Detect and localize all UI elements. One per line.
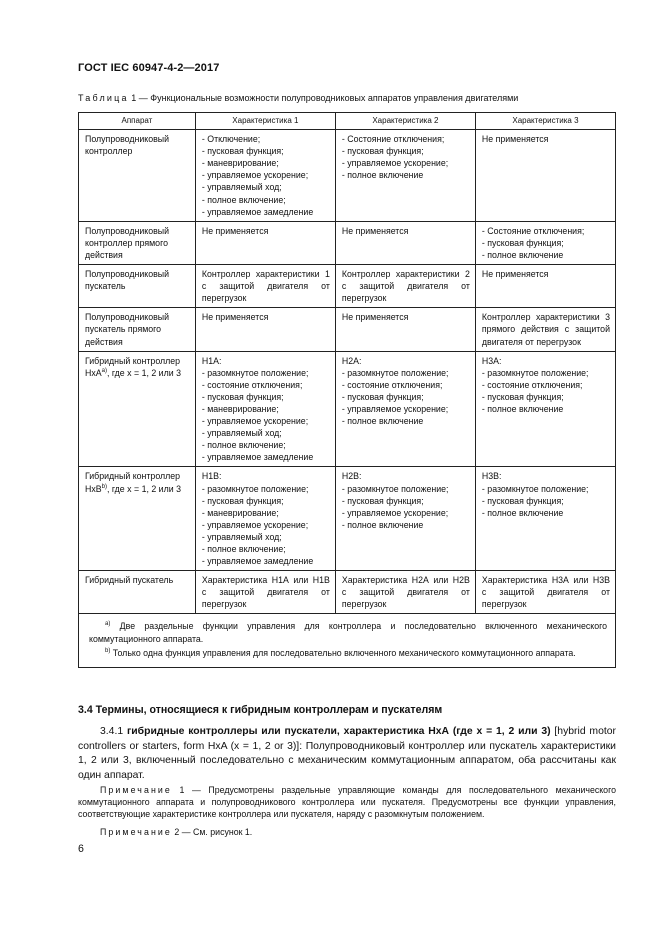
characteristic-3-cell (475, 221, 615, 264)
cell-line: Не применяется (201, 312, 269, 323)
note-1 (78, 784, 616, 821)
cell-line: Контроллер характеристики 3 прямого действия с защитой двигателя от перегрузок (481, 312, 610, 347)
apparatus-name: Полупроводниковый пускатель (85, 269, 170, 292)
apparatus-cell (79, 130, 196, 222)
cell-line: Н3В: (481, 471, 502, 482)
characteristic-1-cell (195, 265, 335, 308)
apparatus-name: , где х = 1, 2 или 3 (106, 367, 181, 378)
apparatus-cell (79, 308, 196, 351)
footnotes-row (79, 614, 616, 667)
characteristic-3-cell (475, 130, 615, 222)
cell-line: - полное включение (481, 249, 564, 260)
cell-line: - разомкнутое положение; (201, 367, 309, 378)
cell-line: Характеристика Н1А или Н1В с защитой двигателя от перегрузок (201, 575, 330, 610)
characteristic-1-cell (195, 351, 335, 467)
cell-line: - управляемое ускорение; (341, 403, 449, 414)
cell-line: - управляемое ускорение; (341, 507, 449, 518)
cell-line: - разомкнутое положение; (201, 483, 309, 494)
cell-line: Не применяется (341, 225, 409, 236)
cell-line: - управляемое ускорение; (201, 170, 309, 181)
cell-line: - Состояние отключения; (341, 134, 445, 145)
cell-line: Контроллер характеристики 2 с защитой двигателя от перегрузок (341, 269, 470, 304)
characteristic-2-cell (335, 265, 475, 308)
cell-line: - пусковая функция; (341, 391, 424, 402)
cell-line: - управляемое замедление (201, 452, 314, 463)
characteristic-2-cell (335, 467, 475, 571)
apparatus-cell (79, 571, 196, 614)
footnote-b (89, 647, 607, 659)
apparatus-name: Гибридный контроллер НхВ (85, 471, 181, 494)
cell-line: Характеристика Н3А или Н3В с защитой двигателя от перегрузок (481, 575, 610, 610)
footnote-ref: a) (101, 367, 107, 374)
characteristic-2-cell (335, 221, 475, 264)
note-1-number: 1 (179, 785, 185, 795)
cell-line: - пусковая функция; (481, 391, 564, 402)
page-number: 6 (78, 843, 84, 855)
cell-line: - полное включение (341, 170, 424, 181)
apparatus-cell (79, 221, 196, 264)
cell-line: - разомкнутое положение; (481, 483, 589, 494)
cell-line: - полное включение; (201, 544, 286, 554)
cell-line: - управляемое замедление (201, 556, 314, 567)
characteristic-1-cell (195, 571, 335, 614)
table-row (79, 265, 616, 308)
cell-line: Не применяется (201, 225, 269, 236)
table-row (79, 221, 616, 264)
footnote-a (89, 620, 607, 644)
term-paragraph (78, 725, 616, 783)
cell-line: - Состояние отключения; (481, 225, 585, 236)
cell-line: - разомкнутое положение; (341, 483, 449, 494)
cell-line: Н2А: (341, 355, 362, 366)
cell-line: Н2В: (341, 471, 362, 482)
cell-line: Контроллер характеристики 1 с защитой двигателя от перегрузок (201, 269, 330, 304)
note-2-number: 2 (174, 827, 180, 837)
cell-line: Н1А: (201, 355, 222, 366)
cell-line: Н1В: (201, 471, 222, 482)
table-row (79, 571, 616, 614)
cell-line: - управляемое замедление (201, 206, 314, 217)
cell-line: - управляемый ход; (201, 531, 282, 542)
header-char-2: Характеристика 2 (335, 113, 475, 130)
table-row (79, 308, 616, 351)
cell-line: - управляемое ускорение; (201, 519, 309, 530)
characteristic-2-cell (335, 351, 475, 467)
cell-line: - управляемый ход; (201, 182, 282, 193)
cell-line: - состояние отключения; (341, 379, 443, 390)
cell-line: Не применяется (481, 269, 549, 280)
characteristic-3-cell (475, 467, 615, 571)
characteristic-2-cell (335, 130, 475, 222)
apparatus-name: Полупроводниковый контроллер прямого действия (85, 225, 170, 260)
characteristic-1-cell (195, 221, 335, 264)
characteristic-1-cell (195, 467, 335, 571)
cell-line: - состояние отключения; (201, 379, 303, 390)
apparatus-cell (79, 351, 196, 467)
cell-line: - разомкнутое положение; (481, 367, 589, 378)
table-caption-title: — Функциональные возможности полупроводниковых аппаратов управления двигателями (138, 93, 519, 103)
footnote-b-mark: b) (105, 647, 111, 654)
header-apparatus: Аппарат (79, 113, 196, 130)
characteristic-3-cell (475, 571, 615, 614)
section-heading: 3.4 Термины, относящиеся к гибридным контроллерам и пускателям (78, 704, 443, 716)
cell-line: - пусковая функция; (201, 391, 284, 402)
cell-line: - пусковая функция; (481, 495, 564, 506)
footnote-a-mark: a) (105, 621, 111, 628)
header-char-1: Характеристика 1 (195, 113, 335, 130)
table-row (79, 351, 616, 467)
cell-line: - маневрирование; (201, 158, 279, 169)
characteristic-2-cell (335, 571, 475, 614)
apparatus-name: Полупроводниковый пускатель прямого действия (85, 312, 170, 347)
cell-line: - полное включение (341, 416, 424, 427)
term-title: гибридные контроллеры или пускатели, характеристика НхА (где х = 1, 2 или 3) (126, 726, 551, 737)
table-caption-label: Таблица (78, 93, 129, 103)
term-body: [hybrid motor controllers or starters, form HxA (x = 1, 2 or 3)]: Полупроводниковый контроллер или пускатель характеристики 1, 2 или 3, включенный последовательно с механическим коммутационным аппаратом, оба рассчитаны как один аппарат. (78, 726, 616, 781)
table-caption (78, 93, 518, 103)
characteristic-1-cell (195, 308, 335, 351)
cell-line: Характеристика Н2А или Н2В с защитой двигателя от перегрузок (341, 575, 470, 610)
cell-line: - полное включение (341, 519, 424, 530)
cell-line: Не применяется (481, 134, 549, 145)
characteristic-3-cell (475, 265, 615, 308)
functions-table (78, 112, 616, 668)
characteristic-1-cell (195, 130, 335, 222)
note-1-label: Примечание (100, 785, 172, 795)
table-row (79, 130, 616, 222)
document-header: ГОСТ IEC 60947-4-2—2017 (78, 62, 220, 74)
cell-line: - маневрирование; (201, 507, 279, 518)
cell-line: - полное включение (481, 507, 564, 518)
footnote-a-text: Две раздельные функции управления для контроллера и последовательно включенного механического коммутационного аппарата. (89, 621, 607, 644)
footnote-ref: b) (101, 483, 107, 490)
header-char-3: Характеристика 3 (475, 113, 615, 130)
table-header-row (79, 113, 616, 130)
cell-line: - управляемый ход; (201, 428, 282, 439)
cell-line: - разомкнутое положение; (341, 367, 449, 378)
note-2-label: Примечание (100, 827, 172, 837)
table-caption-number: 1 (131, 93, 137, 103)
cell-line: - состояние отключения; (481, 379, 583, 390)
characteristic-2-cell (335, 308, 475, 351)
table-row (79, 467, 616, 571)
cell-line: - Отключение; (201, 134, 261, 145)
apparatus-cell (79, 467, 196, 571)
cell-line: - управляемое ускорение; (201, 416, 309, 427)
apparatus-name: Гибридный пускатель (85, 575, 174, 586)
cell-line: Н3А: (481, 355, 502, 366)
apparatus-cell (79, 265, 196, 308)
cell-line: - управляемое ускорение; (341, 158, 449, 169)
footnote-b-text: Только одна функция управления для последовательно включенного механического коммутационного аппарата. (112, 647, 576, 658)
apparatus-name: Полупроводниковый контроллер (85, 134, 170, 157)
cell-line: - маневрирование; (201, 403, 279, 414)
cell-line: - полное включение (481, 403, 564, 414)
characteristic-3-cell (475, 308, 615, 351)
cell-line: - полное включение; (201, 440, 286, 451)
apparatus-name: , где х = 1, 2 или 3 (106, 483, 181, 494)
cell-line: Не применяется (341, 312, 409, 323)
note-1-text: — Предусмотрены раздельные управляющие команды для последовательного механического коммутационного аппарата и полупроводникового контроллера или пускателя. Предусмотрены все функции управления, соответствующие характеристике контроллера или пускателя, наряду с разомкнутым положением. (78, 785, 616, 820)
note-2-text: — См. рисунок 1. (181, 827, 253, 837)
term-number: 3.4.1 (100, 726, 124, 737)
characteristic-3-cell (475, 351, 615, 467)
cell-line: - пусковая функция; (341, 495, 424, 506)
cell-line: - полное включение; (201, 194, 286, 205)
note-2 (78, 826, 616, 838)
cell-line: - пусковая функция; (481, 237, 564, 248)
footnotes-cell (79, 614, 616, 667)
cell-line: - пусковая функция; (201, 146, 284, 157)
cell-line: - пусковая функция; (341, 146, 424, 157)
apparatus-name: Гибридный контроллер НхА (85, 355, 181, 378)
cell-line: - пусковая функция; (201, 495, 284, 506)
